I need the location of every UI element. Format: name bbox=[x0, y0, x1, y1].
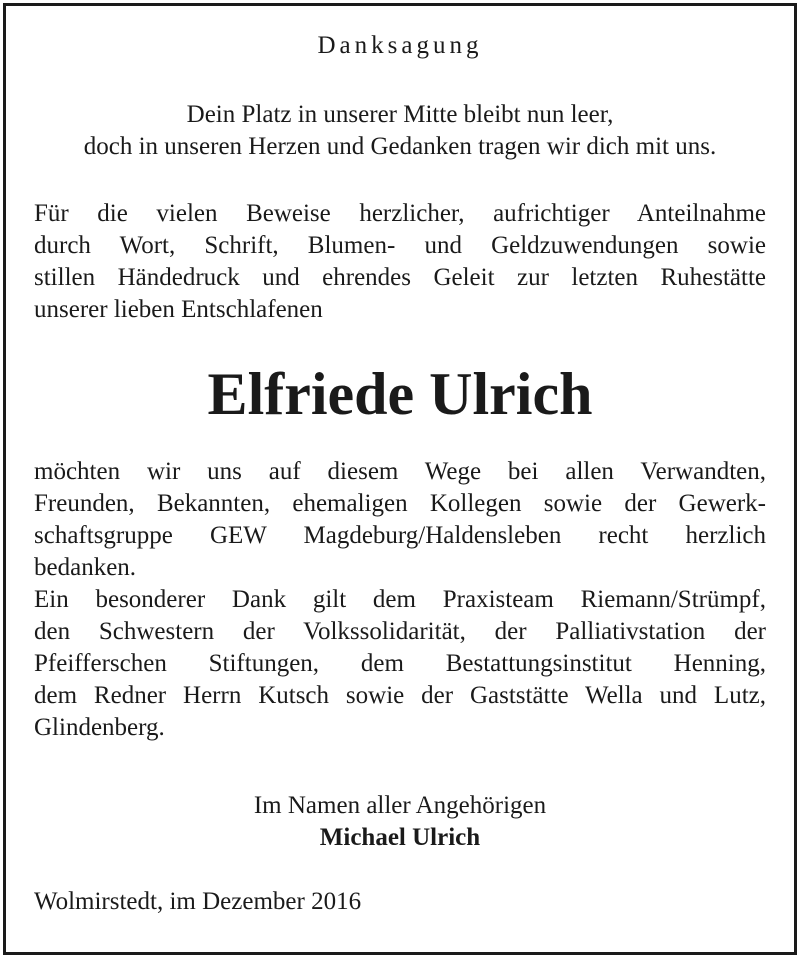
verse bbox=[34, 99, 766, 163]
notice-heading: Danksagung bbox=[317, 32, 483, 59]
deceased-name: Elfriede Ulrich bbox=[207, 361, 593, 427]
verse-line: Dein Platz in unserer Mitte bleibt nun leer, bbox=[186, 101, 614, 128]
paragraph-line: schaftsgruppe GEW Magdeburg/Haldensleben recht herzlich bbox=[34, 522, 766, 549]
paragraph-line: stillen Händedruck und ehrendes Geleit zur letzten Ruhestätte bbox=[34, 264, 766, 291]
signoff bbox=[34, 790, 766, 854]
paragraph-line: bedanken. bbox=[34, 554, 137, 581]
signoff-intro: Im Namen aller Angehörigen bbox=[253, 792, 547, 819]
thanks-paragraph-main bbox=[34, 456, 766, 744]
paragraph-line: Für die vielen Beweise herzlicher, aufrichtiger Anteilnahme bbox=[34, 200, 766, 227]
paragraph-line: möchten wir uns auf diesem Wege bei allen Verwandten, bbox=[34, 458, 766, 485]
paragraph-line: durch Wort, Schrift, Blumen- und Geldzuwendungen sowie bbox=[34, 232, 766, 259]
paragraph-line: Freunden, Bekannten, ehemaligen Kollegen sowie der Gewerk- bbox=[34, 490, 766, 517]
place-date: Wolmirstedt, im Dezember 2016 bbox=[34, 888, 362, 915]
signer-name: Michael Ulrich bbox=[319, 824, 481, 851]
paragraph-line: Glindenberg. bbox=[34, 714, 165, 741]
thanks-paragraph-intro bbox=[34, 198, 766, 326]
paragraph-line: Ein besonderer Dank gilt dem Praxisteam Riemann/Strümpf, bbox=[34, 586, 766, 613]
paragraph-line: dem Redner Herrn Kutsch sowie der Gaststätte Wella und Lutz, bbox=[34, 682, 766, 709]
paragraph-line: unserer lieben Entschlafenen bbox=[34, 296, 323, 323]
verse-line: doch in unseren Herzen und Gedanken tragen wir dich mit uns. bbox=[83, 133, 717, 160]
paragraph-line: Pfeifferschen Stiftungen, dem Bestattungsinstitut Henning, bbox=[34, 650, 766, 677]
paragraph-line: den Schwestern der Volkssolidarität, der Palliativstation der bbox=[34, 618, 766, 645]
